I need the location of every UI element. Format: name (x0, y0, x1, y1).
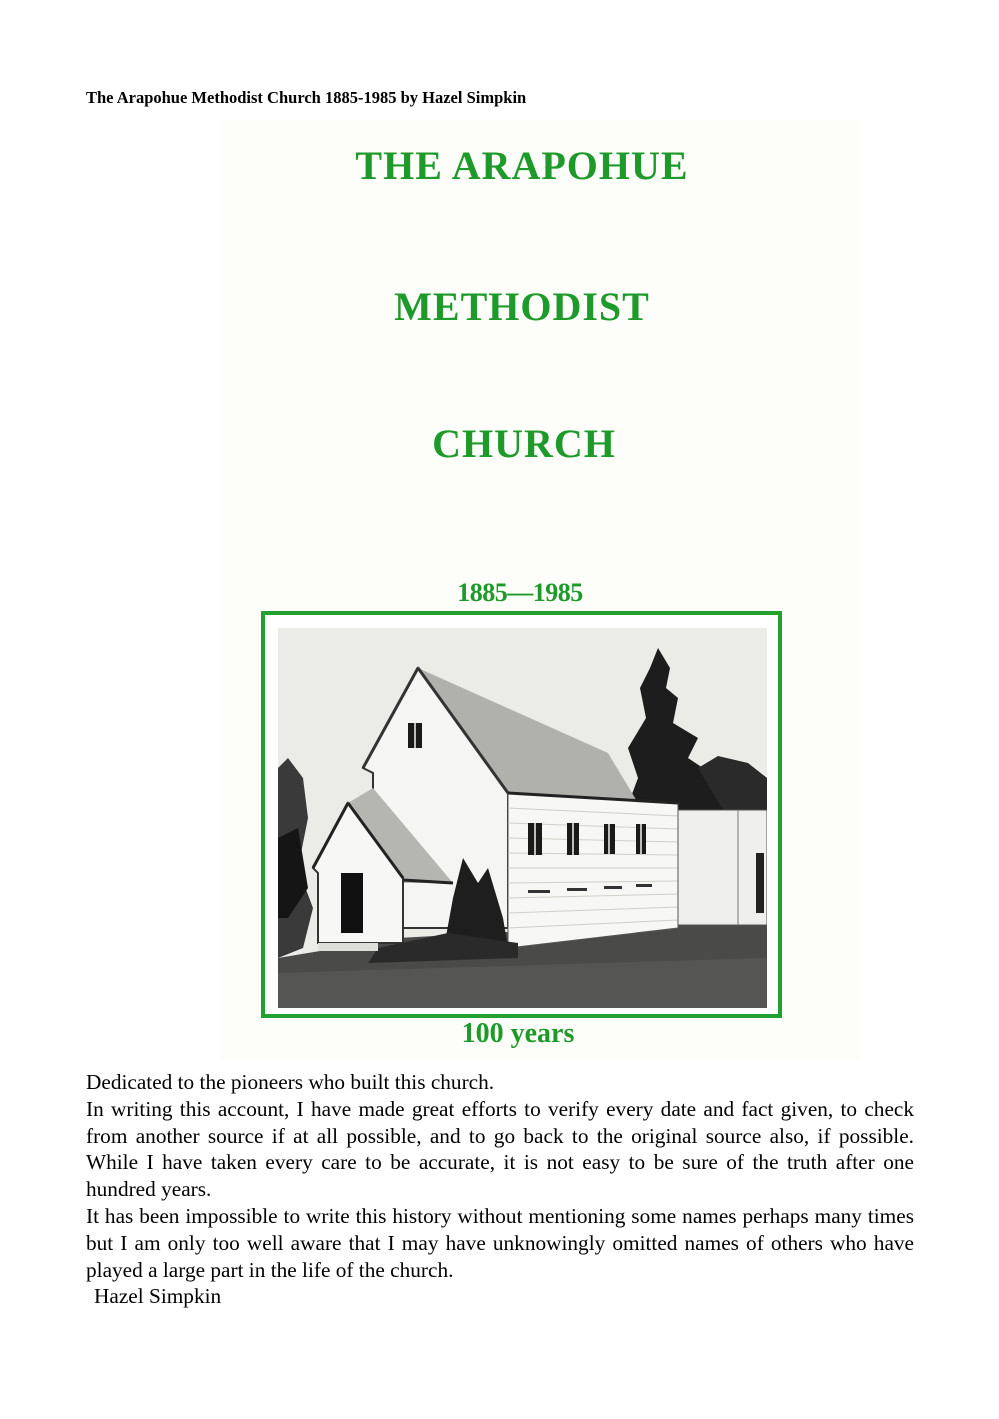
church-illustration (278, 628, 767, 1008)
cover-caption: 100 years (461, 1018, 575, 1049)
cover-date-range: 1885—1985 (457, 578, 583, 607)
church-photo (278, 628, 767, 1008)
dedication-text (86, 1069, 914, 1310)
document-header-title: The Arapohue Methodist Church 1885-1985 by Hazel Simpkin (86, 88, 527, 107)
author-signature: Hazel Simpkin (94, 1284, 222, 1309)
cover-title-line-3: CHURCH (432, 421, 616, 466)
photo-frame (261, 611, 782, 1018)
paragraph-names: It has been impossible to write this history without mentioning some names perhaps many times but I am only too well aware that I may have unknowingly omitted names of others who have played a large part in the life of the church. (86, 1203, 914, 1282)
cover-title-line-2: METHODIST (394, 284, 650, 329)
paragraph-accuracy: In writing this account, I have made great efforts to verify every date and fact given, to check from another source if at all possible, and to go back to the original source also, if possible. While I have taken every care to be accurate, it is not easy to be sure of the truth after one hundred years. (86, 1096, 914, 1202)
cover-title-line-1: THE ARAPOHUE (355, 143, 689, 188)
paragraph-dedication: Dedicated to the pioneers who built this church. (86, 1070, 495, 1094)
